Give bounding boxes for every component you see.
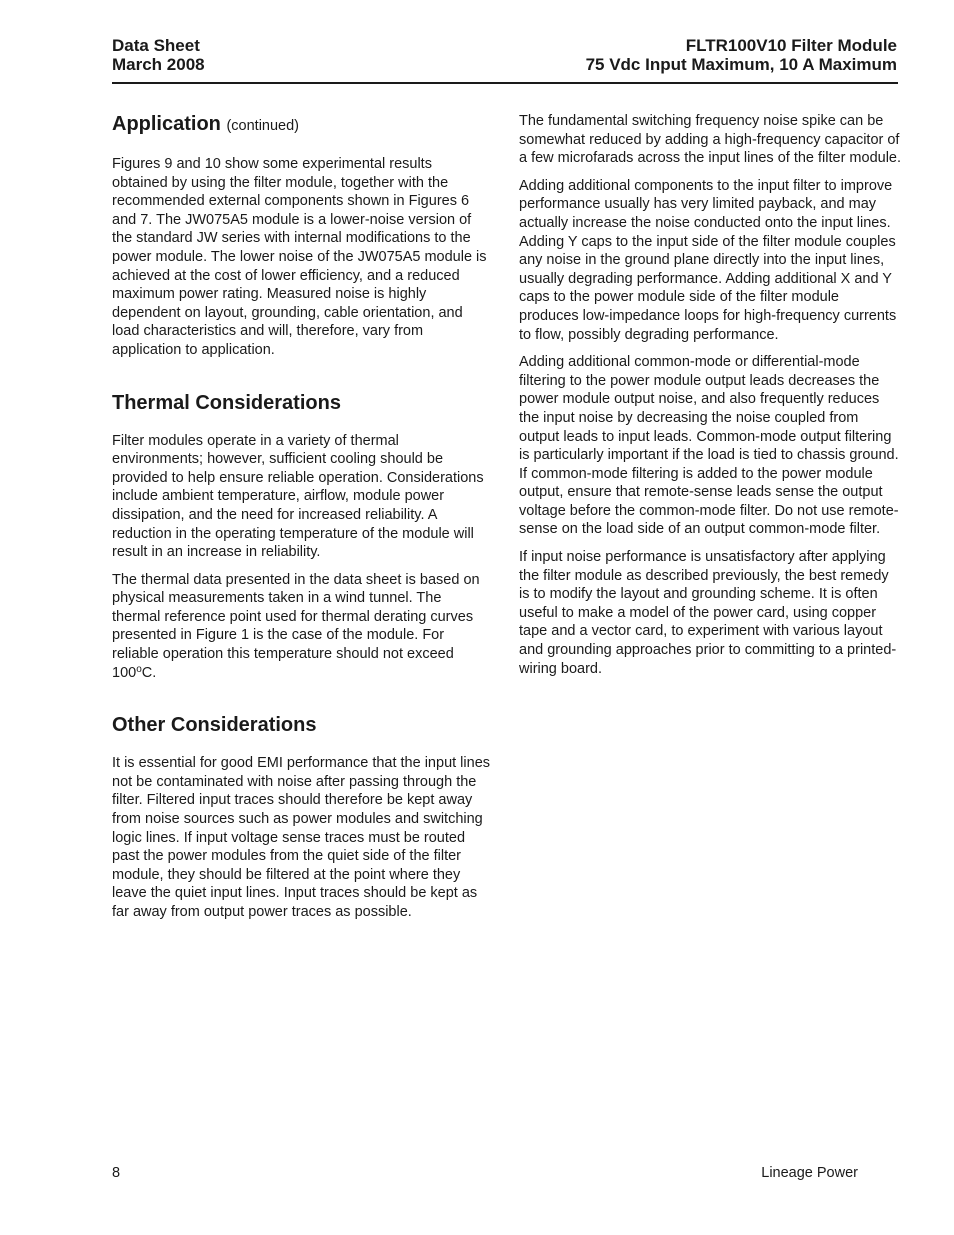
product-subtitle: 75 Vdc Input Maximum, 10 A Maximum: [585, 55, 897, 74]
thermal-paragraph-2-end: C.: [141, 664, 157, 681]
application-heading: [112, 112, 490, 138]
header-right: [586, 36, 897, 74]
header-left: [112, 36, 205, 74]
continued-label: (continued): [226, 118, 299, 134]
right-paragraph-1: The fundamental switching frequency noise spike can be somewhat reduced by adding a high-frequency capacitor of a few microfarads across the input lines of the filter module.: [519, 113, 902, 167]
other-paragraph: It is essential for good EMI performance that the input lines not be contaminated with noise after passing through the filter. Filtered input traces should therefore be kept away from noise sources such as power modules and switching logic lines. If input voltage sense traces must be routed past the power modules from the quiet side of the filter module, they should be filtered at the point where they leave the quiet input lines. Input traces should be kept as far away from output power traces as possible.: [112, 755, 491, 920]
degree-superscript: o: [136, 663, 142, 675]
right-paragraph-4: If input noise performance is unsatisfactory after applying the filter module as described previously, the best remedy is to modify the layout and grounding scheme. It is often useful to make a model of the power card, using copper tape and a vector card, to experiment with various layout and grounding approaches prior to committing to a printed-wiring board.: [519, 549, 897, 677]
page-number: 8: [112, 1165, 121, 1181]
product-title: FLTR100V10 Filter Module: [685, 36, 897, 55]
doc-date: March 2008: [112, 55, 205, 74]
thermal-paragraph-2: [112, 571, 490, 683]
thermal-paragraph-2-text: The thermal data presented in the data sheet is based on physical measurements taken in a wind tunnel. The thermal reference point used for thermal derating curves presented in Figure 1 is the case of the module. For reliable operation this temperature should not exceed 100: [112, 571, 480, 681]
footer-company: Lineage Power: [761, 1165, 858, 1181]
thermal-paragraph-1: Filter modules operate in a variety of thermal environments; however, sufficient cooling should be provided to help ensure reliable operation. Considerations include ambient temperature, airflow, module power dissipation, and the need for increased reliability. A reduction in the operating temperature of the module will result in an increase in reliability.: [112, 432, 484, 561]
doc-type: Data Sheet: [112, 36, 200, 55]
left-column: [112, 112, 490, 931]
header-divider: [112, 82, 898, 84]
right-paragraph-3: Adding additional common-mode or differential-mode filtering to the power module output leads decreases the power module output noise, and also frequently reduces the input noise by decreasing the noise coupled from output leads to input leads. Common-mode output filtering is particularly important if the load is tied to chassis ground. If common-mode filtering is added to the power module output, ensure that remote-sense leads sense the output voltage before the common-mode filter. Do not use remote-sense on the load side of an output common-mode filter.: [519, 354, 899, 538]
right-column: [519, 112, 901, 687]
application-paragraph: Figures 9 and 10 show some experimental results obtained by using the filter module, together with the recommended external components shown in Figures 6 and 7. The JW075A5 module is a lower-noise version of the standard JW series with internal modifications to the power module. The lower noise of the JW075A5 module is achieved at the cost of lower efficiency, and a reduced maximum power rating. Measured noise is highly dependent on layout, grounding, cable orientation, and load characteristics and will, therefore, vary from application to application.: [112, 156, 487, 358]
other-heading: Other Considerations: [112, 714, 317, 737]
right-paragraph-2: Adding additional components to the input filter to improve performance usually has very limited payback, and may actually increase the noise conducted onto the input lines. Adding Y caps to the input side of the filter module couples any noise in the ground plane directly into the input lines, usually degrading performance. Adding additional X and Y caps to the power module side of the filter module produces low-impedance loops for high-frequency currents to flow, possibly degrading performance.: [519, 177, 897, 343]
thermal-heading: Thermal Considerations: [112, 391, 341, 414]
application-heading-text: Application: [112, 113, 221, 135]
